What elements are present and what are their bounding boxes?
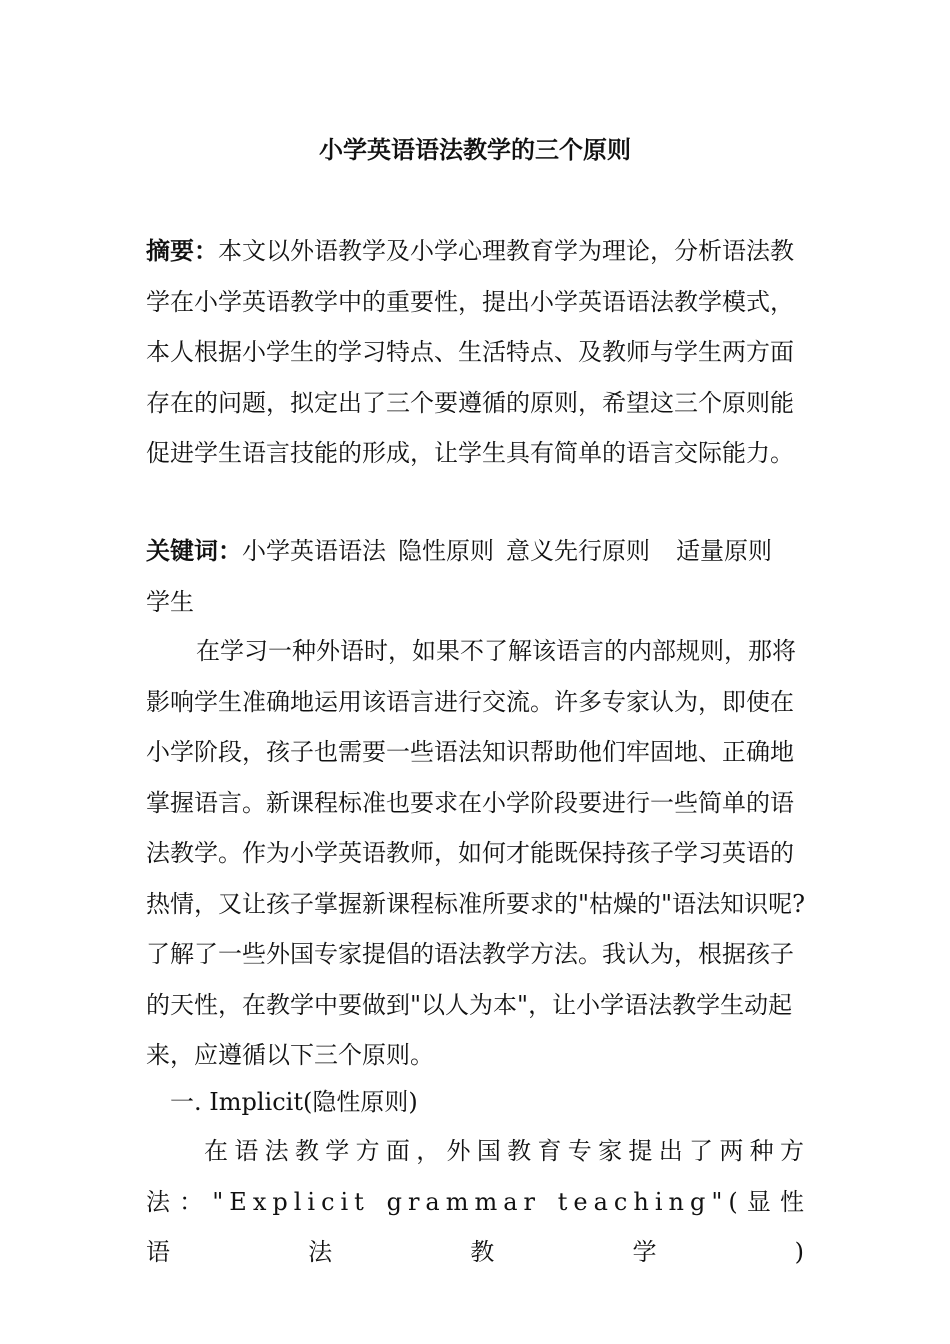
abstract-label: 摘要： (146, 236, 218, 265)
abstract-section (146, 226, 810, 479)
keywords-label: 关键词： (146, 536, 242, 565)
keyword-item: 意义先行原则 (506, 537, 650, 565)
keywords-section (146, 526, 810, 627)
section-heading: 一. Implicit(隐性原则) (170, 1088, 418, 1116)
body-paragraph: 在语法教学方面，外国教育专家提出了两种方法："Explicit grammar teaching"(显性语法教学) (146, 1137, 810, 1266)
abstract-text: 本文以外语教学及小学心理教育学为理论，分析语法教学在小学英语教学中的重要性，提出小学英语语法教学模式，本人根据小学生的学习特点、生活特点、及教师与学生两方面存在的问题，拟定出了三个要遵循的原则，希望这三个原则能促进学生语言技能的形成，让学生具有简单的语言交际能力。 (146, 237, 794, 467)
keyword-item: 适量原则 (676, 537, 772, 565)
keyword-item: 小学英语语法 (242, 537, 386, 565)
keyword-item: 隐性原则 (398, 537, 494, 565)
keyword-item: 学生 (146, 587, 194, 616)
document-title: 小学英语语法教学的三个原则 (319, 135, 631, 164)
body-paragraph: 在学习一种外语时，如果不了解该语言的内部规则，那将影响学生准确地运用该语言进行交流。许多专家认为，即使在小学阶段，孩子也需要一些语法知识帮助他们牢固地、正确地掌握语言。新课程标准也要求在小学阶段要进行一些简单的语法教学。作为小学英语教师，如何才能既保持孩子学习英语的热情，又让孩子掌握新课程标准所要求的"枯燥的"语法知识呢?了解了一些外国专家提倡的语法教学方法。我认为，根据孩子的天性，在教学中要做到"以人为本"，让小学语法教学生动起来，应遵循以下三个原则。 (146, 637, 805, 1069)
